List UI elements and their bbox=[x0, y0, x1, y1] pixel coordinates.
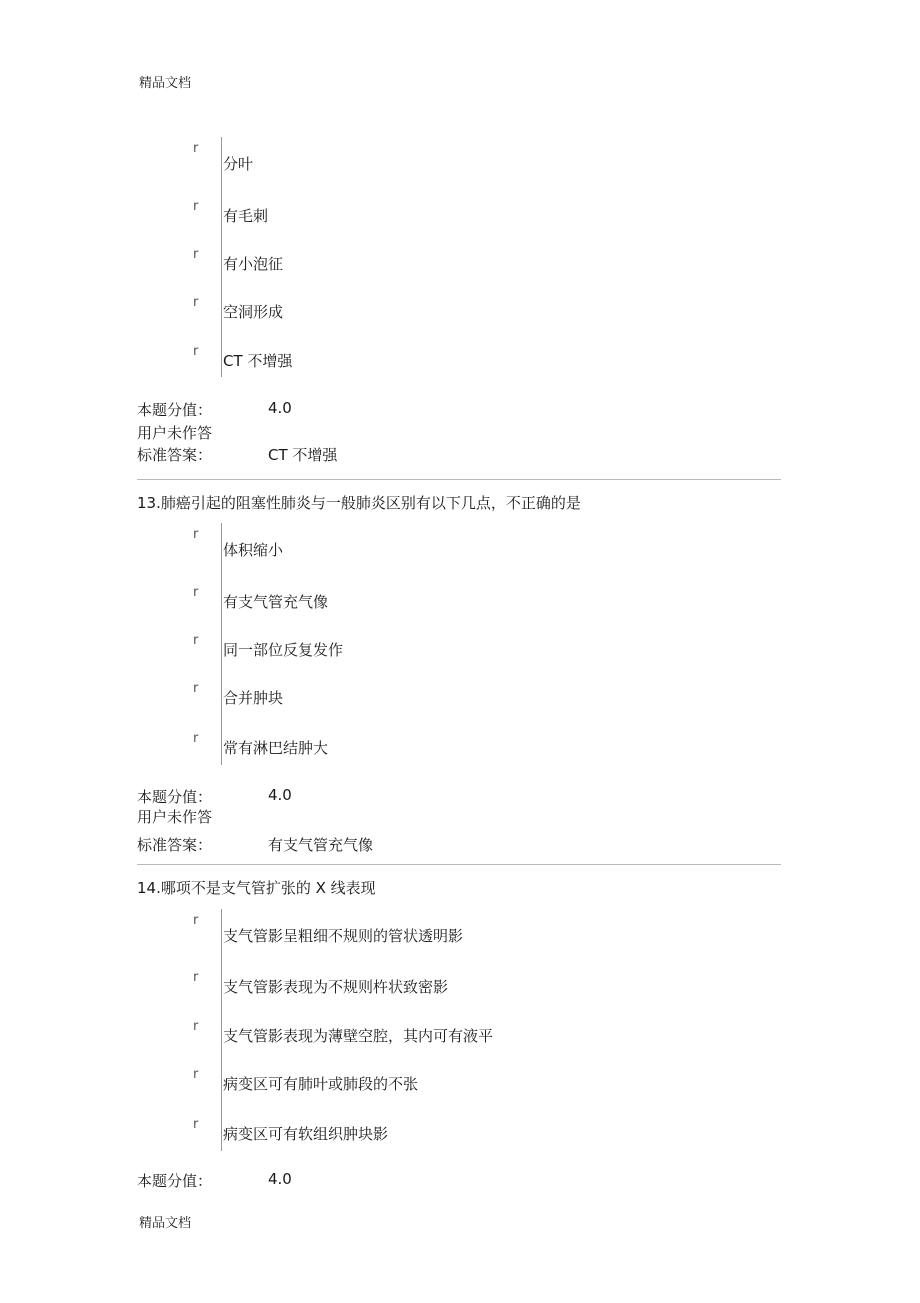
q14-option-5-label: 病变区可有软组织肿块影 bbox=[223, 1125, 389, 1143]
q13-question: 13.肺癌引起的阻塞性肺炎与一般肺炎区别有以下几点，不正确的是 bbox=[137, 494, 581, 512]
option-divider bbox=[221, 137, 222, 377]
q13-user-status: 用户未作答 bbox=[137, 808, 213, 826]
q14-score-label: 本题分值： bbox=[137, 1172, 213, 1190]
q12-answer-value: CT 不增强 bbox=[268, 446, 338, 464]
q13-option-2-label: 有支气管充气像 bbox=[223, 593, 329, 611]
radio-icon[interactable]: r bbox=[193, 527, 199, 542]
q14-score-value: 4.0 bbox=[268, 1170, 292, 1188]
q12-option-4-label: 空洞形成 bbox=[223, 303, 284, 321]
q13-option-3-label: 同一部位反复发作 bbox=[223, 641, 344, 659]
radio-icon[interactable]: r bbox=[193, 141, 199, 156]
q12-user-status: 用户未作答 bbox=[137, 424, 213, 442]
q14-option-3-label: 支气管影表现为薄壁空腔，其内可有液平 bbox=[223, 1027, 494, 1045]
q14-options bbox=[193, 909, 693, 1151]
q12-option-3-label: 有小泡征 bbox=[223, 255, 284, 273]
radio-icon[interactable]: r bbox=[193, 199, 199, 214]
q12-options bbox=[193, 137, 693, 377]
q14-option-1-label: 支气管影呈粗细不规则的管状透明影 bbox=[223, 927, 464, 945]
q13-score-value: 4.0 bbox=[268, 786, 292, 804]
q12-score-label: 本题分值： bbox=[137, 401, 213, 419]
q12-option-5-label: CT 不增强 bbox=[223, 352, 293, 370]
q12-answer-label: 标准答案： bbox=[137, 446, 213, 464]
radio-icon[interactable]: r bbox=[193, 585, 199, 600]
q14-option-2-label: 支气管影表现为不规则杵状致密影 bbox=[223, 978, 449, 996]
page-footer: 精品文档 bbox=[139, 1216, 192, 1231]
q12-option-1-label: 分叶 bbox=[223, 155, 254, 173]
radio-icon[interactable]: r bbox=[193, 344, 199, 359]
q13-score-label: 本题分值： bbox=[137, 788, 213, 806]
option-divider bbox=[221, 909, 222, 1151]
radio-icon[interactable]: r bbox=[193, 731, 199, 746]
radio-icon[interactable]: r bbox=[193, 295, 199, 310]
q13-options bbox=[193, 523, 693, 765]
q13-answer-label: 标准答案： bbox=[137, 836, 213, 854]
q14-option-4-label: 病变区可有肺叶或肺段的不张 bbox=[223, 1075, 419, 1093]
option-divider bbox=[221, 523, 222, 765]
q14-question: 14.哪项不是支气管扩张的 X 线表现 bbox=[137, 879, 376, 897]
q13-option-4-label: 合并肿块 bbox=[223, 689, 284, 707]
radio-icon[interactable]: r bbox=[193, 1117, 199, 1132]
radio-icon[interactable]: r bbox=[193, 247, 199, 262]
radio-icon[interactable]: r bbox=[193, 1019, 199, 1034]
radio-icon[interactable]: r bbox=[193, 681, 199, 696]
page-header: 精品文档 bbox=[139, 76, 192, 91]
q13-answer-value: 有支气管充气像 bbox=[268, 836, 374, 854]
radio-icon[interactable]: r bbox=[193, 970, 199, 985]
divider bbox=[137, 864, 781, 865]
radio-icon[interactable]: r bbox=[193, 913, 199, 928]
divider bbox=[137, 479, 781, 480]
radio-icon[interactable]: r bbox=[193, 1067, 199, 1082]
radio-icon[interactable]: r bbox=[193, 633, 199, 648]
q12-score-value: 4.0 bbox=[268, 399, 292, 417]
q13-option-5-label: 常有淋巴结肿大 bbox=[223, 739, 329, 757]
q13-option-1-label: 体积缩小 bbox=[223, 541, 284, 559]
q12-option-2-label: 有毛刺 bbox=[223, 207, 269, 225]
